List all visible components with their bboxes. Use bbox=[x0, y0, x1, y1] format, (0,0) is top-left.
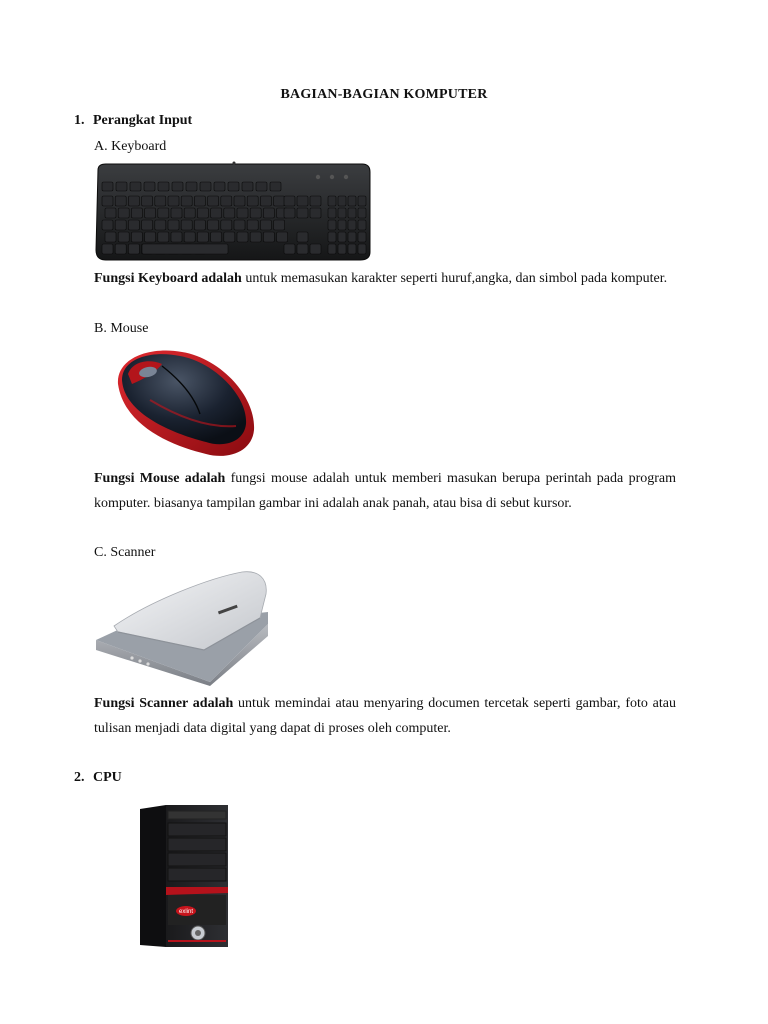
scanner-image bbox=[92, 570, 270, 688]
subheading-mouse: B. Mouse bbox=[94, 321, 149, 336]
keyboard-function-label: Fungsi Keyboard adalah bbox=[94, 271, 242, 286]
section-title: CPU bbox=[93, 770, 122, 785]
document-title: BAGIAN-BAGIAN KOMPUTER bbox=[280, 87, 488, 102]
svg-text:exlint: exlint bbox=[178, 909, 194, 915]
section-heading-cpu bbox=[74, 770, 122, 786]
subheading-scanner: C. Scanner bbox=[94, 545, 156, 560]
section-title: Perangkat Input bbox=[93, 113, 193, 128]
section-number: 2. bbox=[74, 770, 85, 785]
section-heading-input bbox=[74, 113, 192, 129]
mouse-function-text: fungsi mouse adalah untuk memberi masukan berupa perintah pada program komputer. biasanya tampilan gambar ini adalah anak panah, atau bisa di sebut kursor. bbox=[94, 471, 677, 511]
cpu-image bbox=[138, 803, 230, 951]
mouse-image bbox=[110, 344, 260, 460]
keyboard-function-text: untuk memasukan karakter seperti huruf,angka, dan simbol pada komputer. bbox=[241, 271, 668, 286]
mouse-function-label: Fungsi Mouse adalah bbox=[94, 471, 226, 486]
paragraph-keyboard bbox=[94, 266, 676, 291]
keyboard-image bbox=[94, 160, 372, 263]
scanner-function-label: Fungsi Scanner adalah bbox=[94, 696, 234, 711]
scanner-function-text: untuk memindai atau menyaring documen tercetak seperti gambar, foto atau tulisan menjadi data digital yang dapat di proses oleh computer. bbox=[94, 696, 676, 736]
subheading-keyboard: A. Keyboard bbox=[94, 139, 167, 154]
paragraph-scanner bbox=[94, 691, 676, 741]
paragraph-mouse bbox=[94, 466, 676, 516]
section-number: 1. bbox=[74, 113, 85, 128]
